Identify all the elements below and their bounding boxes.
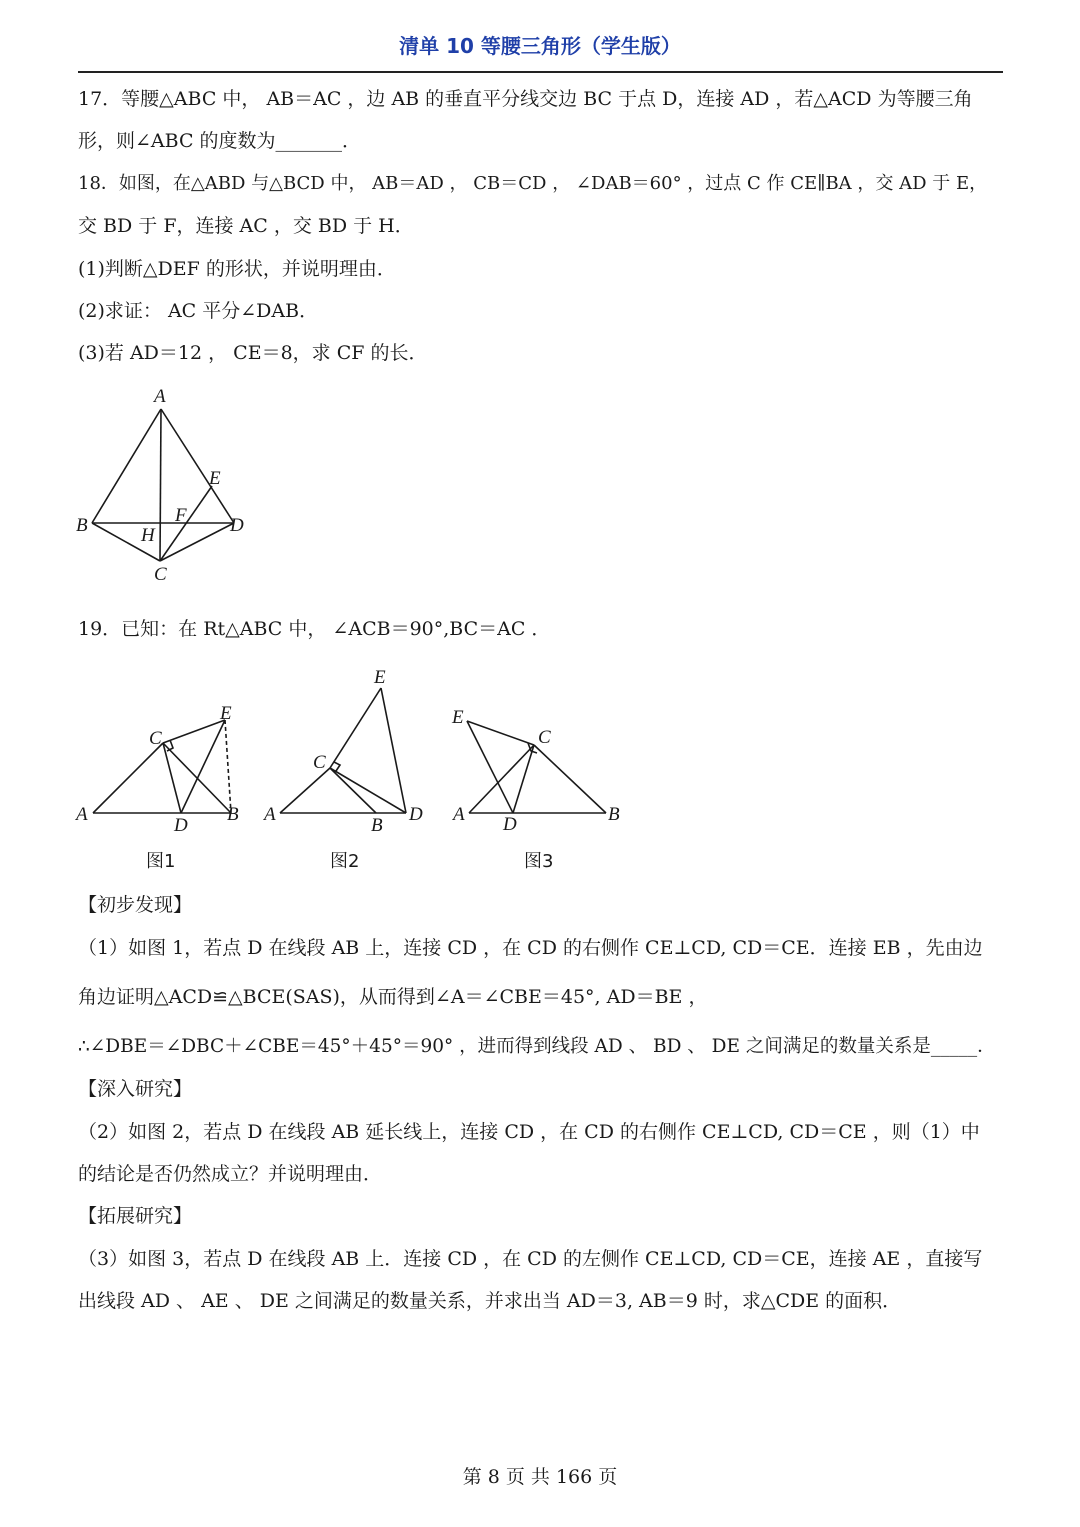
segment-eb-dashed xyxy=(225,720,231,813)
q19-figure-2 xyxy=(255,665,440,835)
segment-ac xyxy=(280,768,330,813)
q19-figure-3 xyxy=(445,700,635,835)
label-c: C xyxy=(154,564,167,585)
segment-cd xyxy=(160,523,234,561)
page-header-title: 清单 10 等腰三角形（学生版） xyxy=(399,34,681,58)
label-c: C xyxy=(538,727,551,748)
q19-s3-line-2: 出线段 AD 、 AE 、 DE 之间满足的数量关系，并求出当 AD＝3, AB＝9 时，求△CDE 的面积． xyxy=(78,1290,902,1312)
q18-line-2: 交 BD 于 F，连接 AC ，交 BD 于 H． xyxy=(78,215,414,237)
label-d: D xyxy=(409,804,423,825)
segment-cd xyxy=(163,743,181,813)
page-footer: 第 8 页 共 166 页 xyxy=(462,1466,618,1488)
label-f: F xyxy=(175,505,187,526)
label-c: C xyxy=(149,728,162,749)
q18-figure xyxy=(70,380,260,590)
section-deep-research-title: 【深入研究】 xyxy=(78,1078,193,1100)
section-extended-research-title: 【拓展研究】 xyxy=(78,1205,193,1227)
segment-cb xyxy=(534,745,606,813)
q18-part-2: (2)求证： AC 平分∠DAB． xyxy=(78,300,319,322)
label-b: B xyxy=(227,804,239,825)
label-a: A xyxy=(453,804,465,825)
segment-ac xyxy=(160,409,161,561)
q19-s2-line-2: 的结论是否仍然成立？并说明理由． xyxy=(78,1163,383,1185)
segment-ce xyxy=(330,688,381,768)
section-initial-discovery-title: 【初步发现】 xyxy=(78,894,193,916)
figure-2-caption: 图2 xyxy=(330,851,360,872)
figure-1-caption: 图1 xyxy=(146,851,176,872)
label-b: B xyxy=(608,804,620,825)
label-b: B xyxy=(76,515,88,536)
label-c: C xyxy=(313,752,326,773)
label-a: A xyxy=(154,386,166,407)
segment-ed xyxy=(381,688,406,813)
label-d: D xyxy=(174,815,188,835)
label-h: H xyxy=(141,525,155,546)
segment-ab xyxy=(92,409,161,523)
q17-line-2: 形，则∠ABC 的度数为_______． xyxy=(78,130,362,152)
q19-s1-line-3: ∴∠DBE＝∠DBC＋∠CBE＝45°＋45°＝90° ，进而得到线段 AD 、 BD 、 DE 之间满足的数量关系是_____． xyxy=(78,1036,996,1057)
label-b: B xyxy=(371,815,383,835)
q17-line-1: 17．等腰△ABC 中， AB＝AC ，边 AB 的垂直平分线交边 BC 于点 D，连接 AD ，若△ACD 为等腰三角 xyxy=(78,88,973,110)
label-d: D xyxy=(503,814,517,835)
label-a: A xyxy=(76,804,88,825)
q19-s2-line-1: （2）如图 2，若点 D 在线段 AB 延长线上，连接 CD ，在 CD 的右侧作 CE⊥CD, CD＝CE ，则（1）中 xyxy=(78,1121,980,1143)
q19-figure-1 xyxy=(70,700,255,835)
q19-line-1: 19．已知：在 Rt△ABC 中， ∠ACB＝90°,BC＝AC ． xyxy=(78,618,551,640)
header-divider xyxy=(78,71,1003,73)
label-a: A xyxy=(264,804,276,825)
q18-part-3: (3)若 AD＝12 ， CE＝8，求 CF 的长． xyxy=(78,342,428,364)
q18-line-1: 18．如图，在△ABD 与△BCD 中， AB＝AD ， CB＝CD ， ∠DAB＝60° ，过点 C 作 CE∥BA ，交 AD 于 E， xyxy=(78,173,988,194)
q18-part-1: (1)判断△DEF 的形状，并说明理由． xyxy=(78,258,396,280)
right-angle-mark xyxy=(334,762,340,771)
label-e: E xyxy=(452,707,464,728)
segment-ac xyxy=(93,743,163,813)
label-e: E xyxy=(374,667,386,688)
label-e: E xyxy=(209,468,221,489)
q19-s1-line-1: （1）如图 1，若点 D 在线段 AB 上，连接 CD ，在 CD 的右侧作 CE⊥CD, CD＝CE．连接 EB ，先由边 xyxy=(78,937,983,959)
label-d: D xyxy=(230,515,244,536)
q19-s1-line-2: 角边证明△ACD≌△BCE(SAS)，从而得到∠A＝∠CBE＝45°, AD＝BE ， xyxy=(78,986,708,1008)
q19-s3-line-1: （3）如图 3，若点 D 在线段 AB 上．连接 CD ，在 CD 的左侧作 CE⊥CD, CD＝CE，连接 AE ，直接写 xyxy=(78,1248,983,1270)
figure-3-caption: 图3 xyxy=(524,851,554,872)
label-e: E xyxy=(220,703,232,724)
